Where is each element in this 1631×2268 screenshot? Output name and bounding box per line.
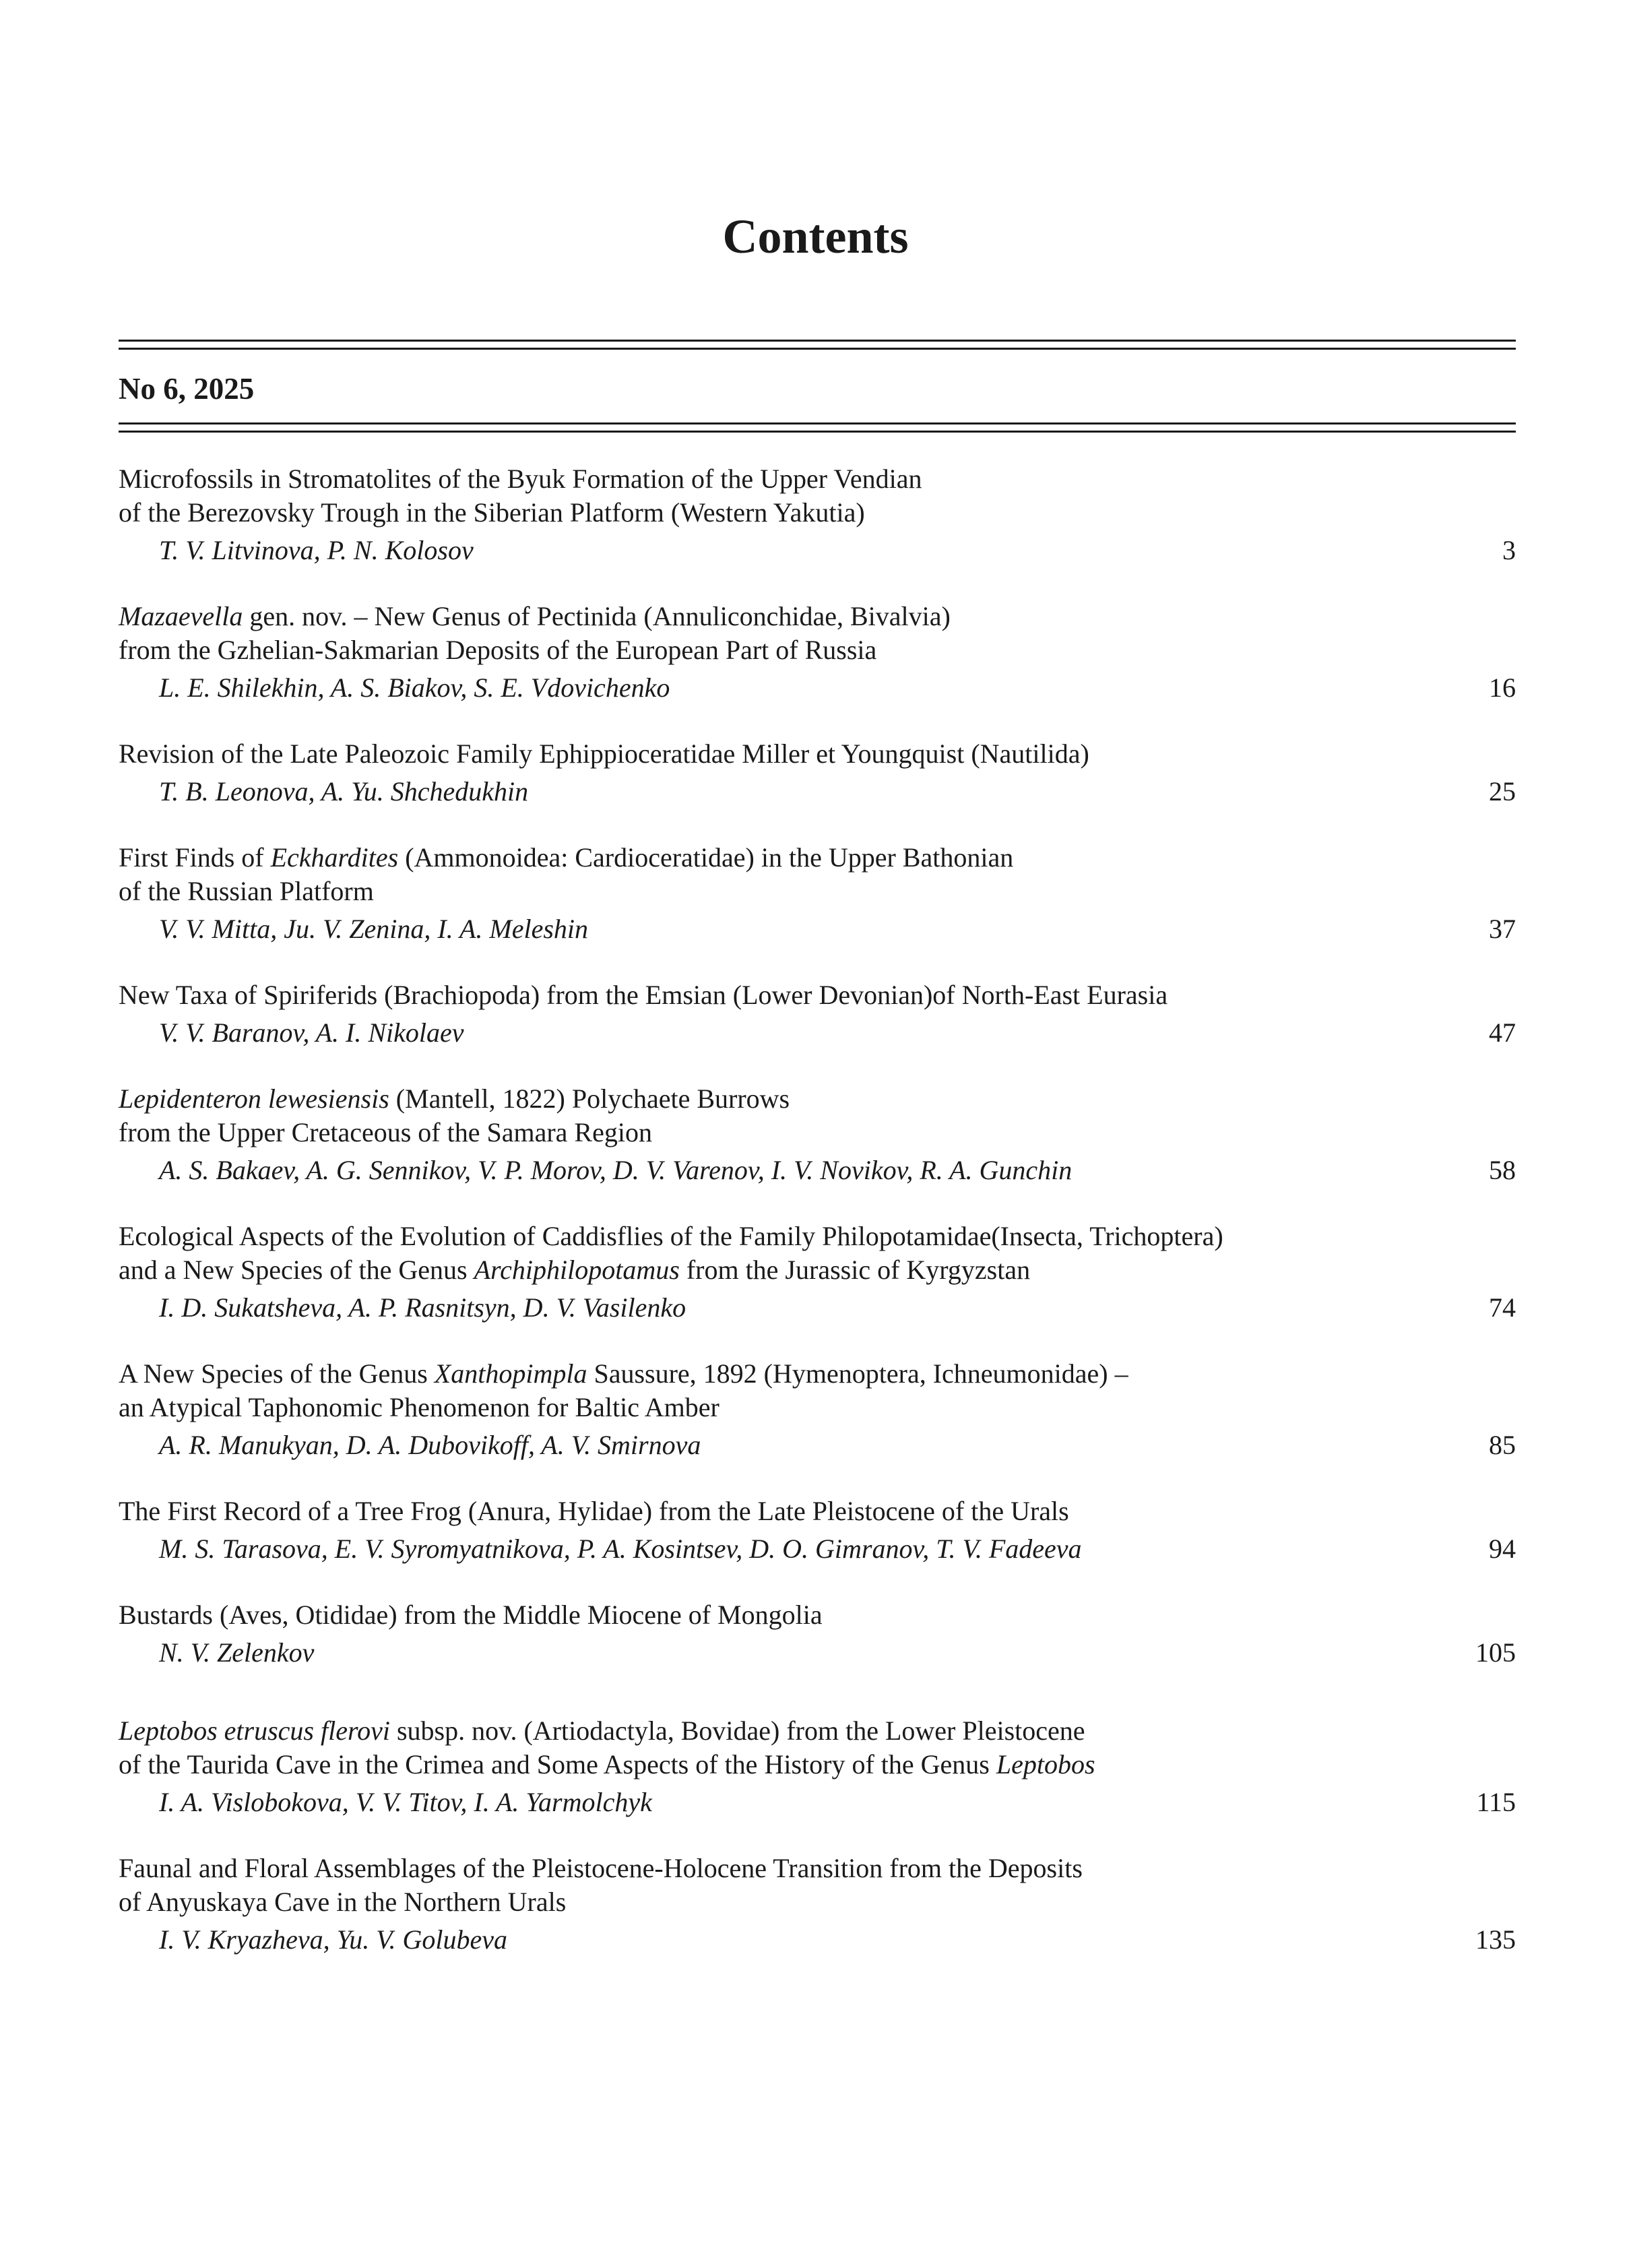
toc-entry bbox=[119, 978, 1516, 1054]
authors-row bbox=[119, 667, 1516, 709]
article-title bbox=[119, 737, 1516, 771]
article-title-line bbox=[119, 1082, 1516, 1116]
article-title-line bbox=[119, 1748, 1516, 1782]
title-text: from the Gzhelian-Sakmarian Deposits of the European Part of Russia bbox=[119, 635, 877, 665]
taxon-name: Leptobos etruscus flerovi bbox=[119, 1715, 390, 1746]
article-title-line bbox=[119, 600, 1516, 633]
article-title bbox=[119, 462, 1516, 530]
article-title bbox=[119, 1598, 1516, 1632]
page-number: 85 bbox=[1489, 1430, 1516, 1460]
article-title bbox=[119, 1852, 1516, 1919]
authors-row bbox=[119, 1012, 1516, 1054]
toc-entry bbox=[119, 1357, 1516, 1466]
title-text: gen. nov. – New Genus of Pectinida (Annuliconchidae, Bivalvia) bbox=[243, 601, 951, 631]
page-number: 47 bbox=[1489, 1017, 1516, 1048]
article-title-line bbox=[119, 1391, 1516, 1424]
page-number: 135 bbox=[1475, 1924, 1516, 1955]
article-title-line bbox=[119, 1220, 1516, 1253]
title-text: New Taxa of Spiriferids (Brachiopoda) from the Emsian (Lower Devonian)of North-East Eurasia bbox=[119, 980, 1168, 1010]
title-text: of the Taurida Cave in the Crimea and Some Aspects of the History of the Genus bbox=[119, 1749, 996, 1779]
article-authors: A. R. Manukyan, D. A. Dubovikoff, A. V. Smirnova bbox=[159, 1430, 701, 1460]
toc-entry bbox=[119, 737, 1516, 813]
title-text: and a New Species of the Genus bbox=[119, 1255, 474, 1285]
article-title bbox=[119, 1220, 1516, 1287]
page-number: 16 bbox=[1489, 672, 1516, 703]
rule-line bbox=[119, 348, 1516, 350]
authors-row bbox=[119, 908, 1516, 950]
taxon-name: Lepidenteron lewesiensis bbox=[119, 1083, 389, 1114]
toc-entry bbox=[119, 1852, 1516, 1961]
article-title-line bbox=[119, 1494, 1516, 1528]
issue-number: No 6, 2025 bbox=[119, 372, 255, 406]
article-title-line bbox=[119, 1357, 1516, 1391]
article-title-line bbox=[119, 841, 1516, 875]
article-authors: I. V. Kryazheva, Yu. V. Golubeva bbox=[159, 1924, 508, 1955]
authors-row bbox=[119, 1149, 1516, 1191]
authors-row bbox=[119, 1632, 1516, 1674]
title-text: from the Jurassic of Kyrgyzstan bbox=[679, 1255, 1031, 1285]
title-text: Bustards (Aves, Otididae) from the Middle Miocene of Mongolia bbox=[119, 1600, 823, 1630]
article-authors: T. B. Leonova, A. Yu. Shchedukhin bbox=[159, 776, 529, 807]
toc-entry bbox=[119, 1494, 1516, 1570]
title-text: Faunal and Floral Assemblages of the Pleistocene-Holocene Transition from the Deposits bbox=[119, 1853, 1083, 1883]
taxon-name: Xanthopimpla bbox=[434, 1358, 587, 1389]
title-text: The First Record of a Tree Frog (Anura, Hylidae) from the Late Pleistocene of the Urals bbox=[119, 1496, 1069, 1526]
taxon-name: Mazaevella bbox=[119, 601, 243, 631]
page-number: 74 bbox=[1489, 1292, 1516, 1323]
title-text: A New Species of the Genus bbox=[119, 1358, 435, 1389]
toc-entry bbox=[119, 841, 1516, 950]
article-authors: T. V. Litvinova, P. N. Kolosov bbox=[159, 535, 474, 565]
toc-entry bbox=[119, 1714, 1516, 1823]
page-number: 105 bbox=[1475, 1637, 1516, 1668]
rule-line bbox=[119, 422, 1516, 424]
article-title-line bbox=[119, 1852, 1516, 1885]
article-authors: I. A. Vislobokova, V. V. Titov, I. A. Yarmolchyk bbox=[159, 1787, 652, 1817]
article-title-line bbox=[119, 1253, 1516, 1287]
rule-line bbox=[119, 340, 1516, 342]
page-number: 3 bbox=[1502, 535, 1516, 565]
title-text: of the Russian Platform bbox=[119, 876, 374, 906]
article-authors: L. E. Shilekhin, A. S. Biakov, S. E. Vdovichenko bbox=[159, 672, 670, 703]
title-text: from the Upper Cretaceous of the Samara Region bbox=[119, 1117, 652, 1147]
page-title: Contents bbox=[722, 210, 909, 263]
article-title-line bbox=[119, 633, 1516, 667]
title-text: subsp. nov. (Artiodactyla, Bovidae) from the Lower Pleistocene bbox=[389, 1715, 1085, 1746]
top-double-rule bbox=[119, 340, 1516, 356]
article-authors: A. S. Bakaev, A. G. Sennikov, V. P. Morov, D. V. Varenov, I. V. Novikov, R. A. Gunchin bbox=[159, 1155, 1073, 1185]
title-text: of Anyuskaya Cave in the Northern Urals bbox=[119, 1887, 567, 1917]
page-number: 94 bbox=[1489, 1534, 1516, 1564]
article-title-line bbox=[119, 1714, 1516, 1748]
title-text: of the Berezovsky Trough in the Siberian Platform (Western Yakutia) bbox=[119, 497, 865, 528]
authors-row bbox=[119, 1919, 1516, 1961]
article-title-line bbox=[119, 1885, 1516, 1919]
title-text: Saussure, 1892 (Hymenoptera, Ichneumonidae) – bbox=[587, 1358, 1128, 1389]
bottom-double-rule bbox=[119, 422, 1516, 439]
article-authors: V. V. Baranov, A. I. Nikolaev bbox=[159, 1017, 464, 1048]
article-title-line bbox=[119, 737, 1516, 771]
article-title bbox=[119, 1494, 1516, 1528]
taxon-name: Archiphilopotamus bbox=[474, 1255, 680, 1285]
article-title bbox=[119, 600, 1516, 667]
article-title bbox=[119, 1714, 1516, 1782]
toc-entry bbox=[119, 1220, 1516, 1329]
article-authors: I. D. Sukatsheva, A. P. Rasnitsyn, D. V. Vasilenko bbox=[159, 1292, 686, 1323]
title-text: (Mantell, 1822) Polychaete Burrows bbox=[389, 1083, 790, 1114]
toc-entry bbox=[119, 1598, 1516, 1674]
taxon-name: Leptobos bbox=[996, 1749, 1095, 1779]
title-text: Ecological Aspects of the Evolution of Caddisflies of the Family Philopotamidae(Insecta, Trichoptera) bbox=[119, 1221, 1223, 1251]
article-title bbox=[119, 1357, 1516, 1424]
article-title-line bbox=[119, 462, 1516, 496]
authors-row bbox=[119, 1424, 1516, 1466]
title-text: Revision of the Late Paleozoic Family Ephippioceratidae Miller et Youngquist (Nautilida) bbox=[119, 738, 1089, 769]
contents-list bbox=[119, 462, 1516, 1989]
article-authors: V. V. Mitta, Ju. V. Zenina, I. A. Meleshin bbox=[159, 914, 589, 944]
authors-row bbox=[119, 771, 1516, 813]
authors-row bbox=[119, 530, 1516, 571]
toc-entry bbox=[119, 462, 1516, 571]
toc-entry bbox=[119, 1082, 1516, 1191]
article-title-line bbox=[119, 1116, 1516, 1149]
article-authors: M. S. Tarasova, E. V. Syromyatnikova, P. A. Kosintsev, D. O. Gimranov, T. V. Fadeeva bbox=[159, 1534, 1082, 1564]
article-title-line bbox=[119, 1598, 1516, 1632]
taxon-name: Eckhardites bbox=[270, 842, 399, 873]
authors-row bbox=[119, 1528, 1516, 1570]
article-title-line bbox=[119, 496, 1516, 530]
title-text: First Finds of bbox=[119, 842, 271, 873]
article-title-line bbox=[119, 875, 1516, 908]
article-title bbox=[119, 978, 1516, 1012]
title-text: an Atypical Taphonomic Phenomenon for Baltic Amber bbox=[119, 1392, 719, 1422]
authors-row bbox=[119, 1782, 1516, 1823]
title-text: (Ammonoidea: Cardioceratidae) in the Upper Bathonian bbox=[398, 842, 1014, 873]
page-number: 25 bbox=[1489, 776, 1516, 807]
page-number: 37 bbox=[1489, 914, 1516, 944]
article-title bbox=[119, 1082, 1516, 1149]
article-title-line bbox=[119, 978, 1516, 1012]
authors-row bbox=[119, 1287, 1516, 1329]
article-authors: N. V. Zelenkov bbox=[159, 1637, 315, 1668]
page-number: 115 bbox=[1476, 1787, 1516, 1817]
toc-entry bbox=[119, 600, 1516, 709]
page-number: 58 bbox=[1489, 1155, 1516, 1185]
rule-line bbox=[119, 431, 1516, 433]
title-text: Microfossils in Stromatolites of the Byuk Formation of the Upper Vendian bbox=[119, 464, 922, 494]
article-title bbox=[119, 841, 1516, 908]
